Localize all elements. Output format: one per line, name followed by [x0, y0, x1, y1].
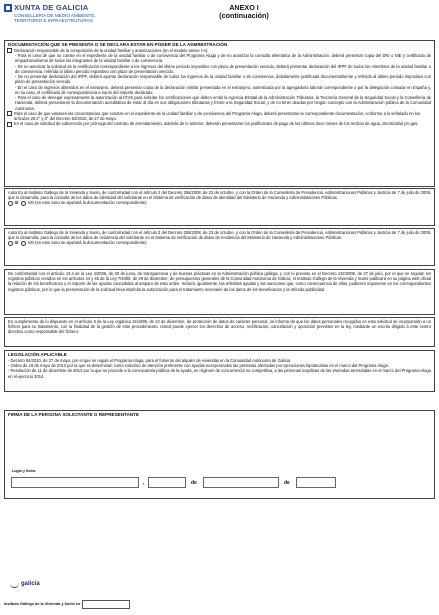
mes-field[interactable]: [203, 477, 279, 488]
autorizacion-residencia-options: [5, 240, 434, 246]
doc-item-2-label: Para el caso de que variasen las circunstancias que constan en el expediente de la unidad familiar o de convivencia del Programa Aluga, deberá presentarse la correspondiente documentación, conforme a lo señalado en los artículos 28.2° y 3° del Decreto 84/2010, de 27 de mayo.: [14, 110, 420, 121]
de-label-2: de: [284, 480, 290, 486]
logo-subtitle-line2: TERRITORIO E INFRAESTRUTURAS: [14, 18, 93, 24]
doc-item-2: [5, 111, 434, 121]
doc-item-1-label: Declaración responsable de la composición de la unidad familiar y autorizaciones (en el modelo anexo I-A).: [14, 47, 209, 53]
legislacion-item-3: - Resolución de 11 de diciembre de 2013 por la que se procede a la convocatoria pública de la ayuda, en régimen de concurrencia no competitiva, a las personas inquilinas de las viviendas arrendadas en el marco del Programa Aluga en el ejercicio 2014.: [8, 368, 431, 379]
documentacion-section: [4, 40, 435, 187]
autorizacion-identidad-no-radio[interactable]: [21, 201, 26, 206]
galicia-logo: [10, 581, 40, 589]
anio-field[interactable]: [296, 477, 336, 488]
legislacion-item-2: - Orden de 16 de mayo de 2013 por la que se determinan como colectivo de atención preferente con ayudas excepcionales las personas afectadas por ejecuciones hipotecarias en el marco del Programa Aluga.: [8, 363, 389, 369]
footer: [4, 600, 130, 609]
lugar-separator: ,: [143, 480, 145, 486]
autorizacion-identidad-options: [5, 200, 434, 206]
doc-item-1-para-4: - En el caso de ingresos obtenidos en el extranjero, deberá presentar copia de la declaración similar presentada en el extranjero, autenticada por la agregaduría laboral correspondiente o por la delegación consular en España y, en su caso, el certificado de correspondencia a euros del importe declarado.: [15, 84, 431, 95]
doc-item-3-label: En el caso de solicitud de subvención por prórroga del contrato de arrendamiento, además de lo anterior, deberán presentarse los justificantes de pago de los últimos doce meses de los recibos de agua, electricidad y/o gas.: [14, 121, 419, 127]
firma-title: FIRMA DE LA PERSONA SOLICITANTE O REPRESENTANTE: [8, 412, 140, 417]
galicia-swirl-icon: [10, 582, 19, 588]
doc-item-1-para-1: - Para el caso de que no conste en el expediente de la unidad familiar o de convivencia del Programa Aluga y de no autorizar la consulta telemática de la Administración, deberá presentar copia del DNI o NIE y certificado de empadronamiento de todos los integrantes de la unidad familiar o de convivencia.: [15, 53, 431, 64]
legislacion-title: LEGISLACIÓN APLICABLE: [8, 352, 67, 357]
footer-location-field[interactable]: [82, 600, 130, 609]
de-label-1: de: [191, 480, 197, 486]
doc-item-1-para-5: - Para el caso de denegar expresamente la autorización al IGVS para solicitar los certificaciones que deben emitir la Agencia Estatal de la Administración Tributaria, la Tesorería General de la Seguridad Social y la Consellería de Hacienda, deberá presentarse la documentación acreditativa de estar al día en sus obligaciones tributarias y frente a la Seguridad Social, y de no tener deudas por ningún concepto con la Administración pública de la Comunidad Autónoma.: [15, 95, 431, 111]
galicia-logo-text: galicia: [21, 581, 40, 587]
lugar-fecha-label: Lugar y fecha: [12, 469, 36, 473]
autorizacion-identidad-si-radio[interactable]: [8, 201, 13, 206]
autorizacion-identidad-text: Autorizo al Instituto Gallego de la Vivienda y Suelo, de conformidad con el artículo 2 del Decreto 255/2008, de 23 de octubre, y con la Orden de la Consellería de Presidencia, Administraciones Públicas y Justicia de 7 de julio de 2009, que lo desarrolla, para la consulta de los datos de identidad del solicitante en el Sistema de verificación de datos de identidad del Ministerio de Hacienda y Administraciones Públicas.: [8, 190, 431, 201]
proteccion-datos-section: [4, 317, 435, 347]
autorizacion-identidad: [4, 188, 435, 226]
documentacion-title: DOCUMENTACIÓN QUE SE PRESENTA O SE DECLARA ESTAR EN PODER DE LA ADMINISTRACIÓN: [8, 42, 228, 47]
proteccion-datos-text: En cumplimiento de lo dispuesto en el artículo 5 de la Ley orgánica 15/1999, de 13 de diciembre, de protección de datos de carácter personal, se informa de que los datos personales recogidos en esta solicitud se incorporarán a un fichero para su tratamiento, con la finalidad de la gestión de este procedimiento. Usted puede ejercer los derechos de acceso, rectificación, cancelación y oposición previstos en la ley, mediante un escrito dirigido a este centro directivo como responsable del fichero.: [8, 319, 431, 335]
doc-item-2-checkbox[interactable]: [7, 111, 12, 116]
autorizacion-identidad-si-label: SÍ: [14, 200, 19, 206]
autorizacion-residencia-si-radio[interactable]: [8, 241, 13, 246]
footer-label: Instituto Gallego de la Vivienda y Suelo en: [4, 602, 81, 607]
logo-subtitle: [14, 13, 109, 24]
anexo-heading: [204, 4, 284, 21]
doc-item-1-checkbox[interactable]: [7, 48, 12, 53]
autorizacion-identidad-no-label: NO (en este caso se aportará la documentación correspondiente): [27, 200, 147, 206]
doc-item-3: [5, 121, 434, 126]
transparencia-text: De conformidad con el artículo 13.4 de la Ley 4/2006, de 30 de junio, de transparencia y de buenas prácticas en la Administración pública gallega, y con lo previsto en el Decreto 132/2006, de 27 de julio, por el que se regulan los registros públicos creados en los artículos 44 y 45 de la Ley 7/2005, de 29 de diciembre, de presupuestos generales de la Comunidad Autónoma de Galicia, el Instituto Gallego de la Vivienda y Suelo publicará en su página web oficial la relación de los beneficiarios y el importe de las ayudas concedidas al amparo de esta orden. Incluirá, igualmente, las referidas ayudas y las sanciones que, como consecuencia de ellas, pudiesen imponerse en los correspondientes registros públicos, por lo que la presentación de la solicitud lleva implícita la autorización para el tratamiento necesario de los datos de los beneficiarios y la referida publicidad.: [8, 271, 431, 292]
autorizacion-residencia: [4, 228, 435, 266]
header: [4, 3, 435, 37]
doc-item-3-checkbox[interactable]: [7, 122, 12, 127]
autorizacion-residencia-no-label: NO (en este caso se aportará la documentación correspondiente): [27, 240, 147, 246]
doc-item-1-para-2: - De no autorizar la solicitud de la certificación correspondiente a los ingresos del último periodo impositivo con plazo de presentación vencido, deberá presentar declaración del IRPF de todos los miembros de la unidad familiar o de convivencia, referida al último periodo impositivo con plazo de presentación vencido.: [15, 63, 431, 74]
transparencia-section: [4, 269, 435, 315]
autorizacion-residencia-si-label: SÍ: [14, 240, 19, 246]
doc-item-1-para-3: - De no presentar declaración del IRPF, deberá aportar declaración responsable de todos los ingresos de la unidad familiar o de convivencia, debidamente justificada documentalmente y referida al último periodo impositivo con plazo de presentación vencido.: [15, 74, 431, 85]
dia-field[interactable]: [148, 477, 186, 488]
anexo-title: ANEXO I: [229, 3, 259, 12]
firma-section: [4, 410, 435, 499]
legislacion-item-1: - Decreto 84/2010, de 27 de mayo, por el que se regula el Programa Aluga, para el fomento del alquiler de viviendas en la Comunidad Autónoma de Galicia.: [8, 357, 292, 363]
xunta-emblem-icon: [4, 4, 12, 12]
autorizacion-residencia-text: Autorizo al Instituto Gallego de la Vivienda y Suelo, de conformidad con el artículo 3 del Decreto 255/2008, de 23 de octubre, y con la Orden de la Consellería de Presidencia, Administraciones Públicas y Justicia de 7 de julio de 2009, que lo desarrolla, para la consulta de los datos de residencia del solicitante en el Sistema de verificación de datos de residencia del Ministerio de Hacienda y Administraciones Públicas.: [8, 230, 431, 241]
xunta-logo: [4, 4, 99, 36]
lugar-field[interactable]: [11, 477, 139, 488]
autorizacion-residencia-no-radio[interactable]: [21, 241, 26, 246]
logo-subtitle-line1: CONSELLERÍA DE MEDIO AMBIENTE,: [14, 13, 96, 18]
legislacion-section: [4, 350, 435, 392]
anexo-subtitle: (continuación): [219, 11, 269, 21]
logo-title: XUNTA DE GALICIA: [14, 3, 89, 12]
